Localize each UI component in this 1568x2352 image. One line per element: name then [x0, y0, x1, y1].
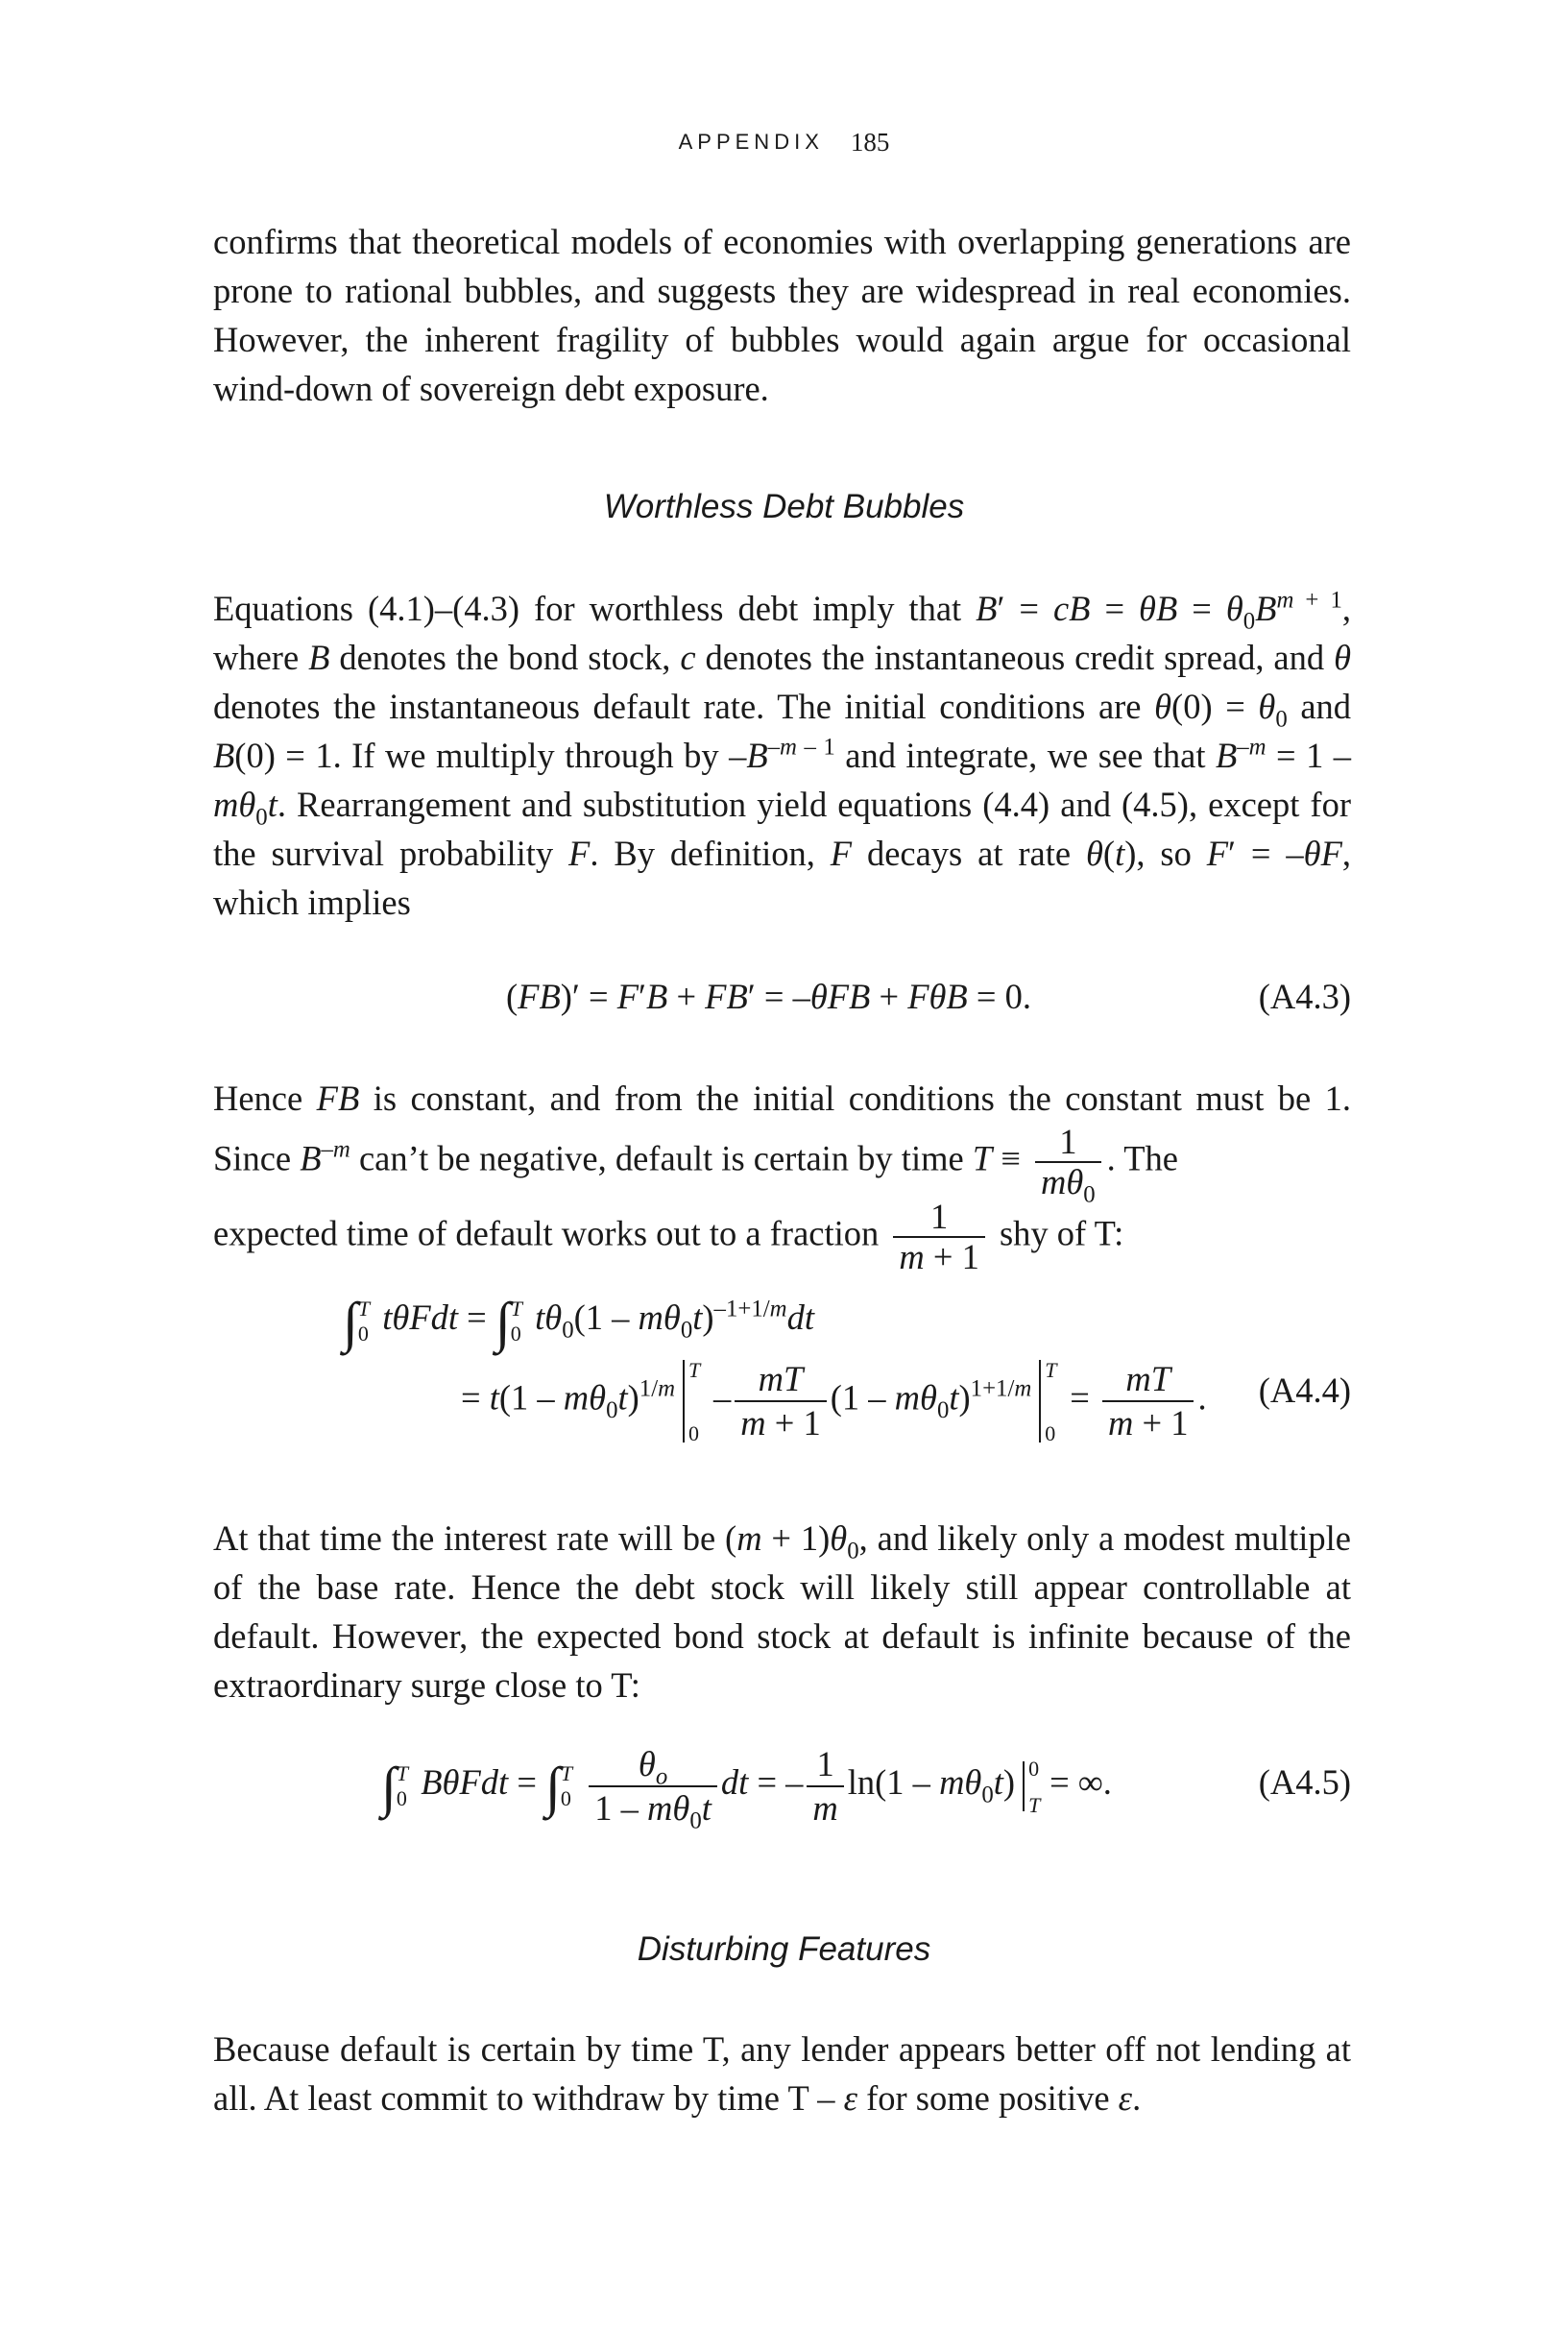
paragraph-disturbing-features: Because default is certain by time T, any lender appears better off not lending at all. At least commit to withdraw by time T – ε for some positive ε.: [213, 2029, 1351, 2118]
equation-a4-4: [213, 1289, 1351, 1462]
paragraph-worthless-debt: Equations (4.1)–(4.3) for worthless debt imply that B′ = cB = $\theta B = \theta_0B^{m + 1}$, where B denotes the bond stock, c denotes the instantaneous credit spread, and θ denotes the instantaneous default rate. The initial conditions are $\theta(0) = \theta_0$ and B(0) = 1. If we multiply through by $-B^{-m - 1}$ and integrate, we see that $B^{-m} = 1 - m\theta_0t$. Rearrangement and substitution yield equations (4.4) and (4.5), except for the survival probability F. By definition, F decays at rate θ(t), so F′ = –θF, which implies: [213, 587, 1352, 922]
fraction-T-def: $\frac{1}{m\theta_0}$: [1035, 1123, 1101, 1201]
section-label: APPENDIX: [678, 130, 824, 154]
paragraph-default-time: Hence FB is constant, and from the initial conditions the constant must be 1. Since $B^{-m}$ can’t be negative, default is certain by time T ≡ $\frac{1}{m\theta_0}$ . The expected time of default works out to a fraction $\frac{1}{m + 1}$ shy of T:: [213, 1079, 1352, 1276]
equation-a4-4-line1: ∫T 0 tθFdt = ∫T 0 $t\theta_0(1 - m\theta_0t)^{-1+1/m}dt$: [343, 1291, 814, 1353]
paragraph-interest-rate: At that time the interest rate will be $(m + 1)\theta_0$, and likely only a modest multiple of the base rate. Hence the debt stock will likely still appear controllable at default. However, the expected bond stock at default is infinite because of the extraordinary surge close to T:: [213, 1518, 1351, 1705]
section-heading-disturbing-features: Disturbing Features: [637, 1930, 931, 1968]
equation-a4-4-line2: = $t(1 - m\theta_0t)^{1/m}$ T 0 – $\frac{mT}{m + 1}$ $(1 - m\theta_0t)^{1+1/m}$ T 0 = $\frac{mT}{m + 1}$ .: [461, 1358, 1207, 1445]
equation-a4-5-body: ∫T 0 BθFdt = ∫T 0 $\frac{\theta_o}{1 - m\theta_0t}$ dt = – $\frac{1}{m}$ $\ln(1 - m\theta_0t)$ T 0 = ∞.: [381, 1743, 1112, 1834]
paragraph-intro: confirms that theoretical models of economies with overlapping generations are prone to rational bubbles, and suggests they are widespread in real economies. However, the inherent fragility of bubbles would again argue for occasional wind-down of sovereign debt exposure.: [213, 222, 1351, 408]
page-number: 185: [850, 128, 890, 157]
equation-a4-3-body: (FB)′ = F′B + FB′ = –θFB + FθB = 0.: [506, 977, 1031, 1016]
running-header: [0, 123, 1568, 161]
fraction-one-over-m-plus-one: $\frac{1}{m + 1}$: [893, 1198, 984, 1276]
equation-a4-3-label: (A4.3): [1258, 977, 1351, 1016]
equation-a4-4-label: (A4.4): [1258, 1370, 1351, 1410]
equation-a4-5: [213, 1734, 1351, 1840]
equation-a4-5-label: (A4.5): [1258, 1762, 1351, 1802]
equation-a4-3: [213, 972, 1351, 1030]
section-heading-worthless-debt-bubbles: Worthless Debt Bubbles: [603, 488, 965, 525]
